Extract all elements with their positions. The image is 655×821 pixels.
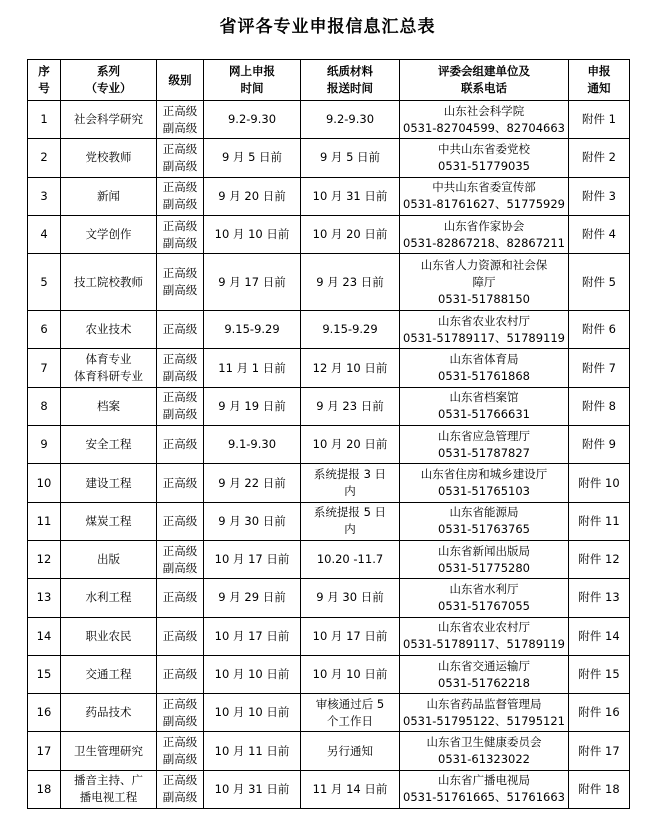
cell-paper-time: 10 月 20 日前	[301, 426, 400, 464]
cell-series: 新闻	[61, 177, 157, 215]
cell-online-time: 10 月 10 日前	[204, 655, 301, 693]
cell-online-time: 10 月 11 日前	[204, 732, 301, 770]
cell-level: 正高级 副高级	[157, 387, 204, 425]
cell-level: 正高级 副高级	[157, 770, 204, 808]
cell-level: 正高级	[157, 617, 204, 655]
cell-online-time: 9 月 30 日前	[204, 502, 301, 540]
header-paper-time: 纸质材料 报送时间	[301, 60, 400, 101]
cell-online-time: 10 月 31 日前	[204, 770, 301, 808]
cell-no: 8	[28, 387, 61, 425]
table-row	[28, 139, 630, 177]
cell-paper-time: 9.2-9.30	[301, 101, 400, 139]
cell-unit-contact: 山东省广播电视局 0531-51761665、51761663	[400, 770, 569, 808]
header-series: 系列 （专业）	[61, 60, 157, 101]
table-row	[28, 387, 630, 425]
cell-notice: 附件 7	[569, 349, 630, 387]
cell-series: 建设工程	[61, 464, 157, 502]
cell-no: 12	[28, 540, 61, 578]
cell-series: 卫生管理研究	[61, 732, 157, 770]
table-row	[28, 502, 630, 540]
cell-paper-time: 11 月 14 日前	[301, 770, 400, 808]
cell-level: 正高级 副高级	[157, 732, 204, 770]
cell-unit-contact: 中共山东省委党校 0531-51779035	[400, 139, 569, 177]
cell-notice: 附件 16	[569, 694, 630, 732]
cell-level: 正高级	[157, 426, 204, 464]
cell-online-time: 10 月 10 日前	[204, 215, 301, 253]
header-notice: 申报 通知	[569, 60, 630, 101]
cell-level: 正高级	[157, 655, 204, 693]
cell-paper-time: 10 月 31 日前	[301, 177, 400, 215]
cell-unit-contact: 山东省水利厅 0531-51767055	[400, 579, 569, 617]
cell-online-time: 9 月 22 日前	[204, 464, 301, 502]
table-row	[28, 732, 630, 770]
cell-online-time: 10 月 17 日前	[204, 617, 301, 655]
table-row	[28, 311, 630, 349]
header-no: 序 号	[28, 60, 61, 101]
cell-paper-time: 9.15-9.29	[301, 311, 400, 349]
cell-no: 4	[28, 215, 61, 253]
cell-no: 11	[28, 502, 61, 540]
header-online-time: 网上申报 时间	[204, 60, 301, 101]
cell-paper-time: 10 月 10 日前	[301, 655, 400, 693]
cell-level: 正高级 副高级	[157, 254, 204, 311]
table-header-row	[28, 60, 630, 101]
cell-online-time: 9 月 19 日前	[204, 387, 301, 425]
cell-no: 3	[28, 177, 61, 215]
cell-series: 安全工程	[61, 426, 157, 464]
cell-unit-contact: 山东省卫生健康委员会 0531-61323022	[400, 732, 569, 770]
cell-online-time: 9 月 20 日前	[204, 177, 301, 215]
cell-series: 煤炭工程	[61, 502, 157, 540]
cell-notice: 附件 12	[569, 540, 630, 578]
page-title: 省评各专业申报信息汇总表	[219, 17, 436, 37]
cell-unit-contact: 山东省能源局 0531-51763765	[400, 502, 569, 540]
cell-no: 6	[28, 311, 61, 349]
cell-series: 社会科学研究	[61, 101, 157, 139]
table-row	[28, 694, 630, 732]
cell-series: 交通工程	[61, 655, 157, 693]
table-row	[28, 770, 630, 808]
cell-series: 农业技术	[61, 311, 157, 349]
cell-notice: 附件 13	[569, 579, 630, 617]
cell-online-time: 9.2-9.30	[204, 101, 301, 139]
table-row	[28, 540, 630, 578]
cell-unit-contact: 山东省作家协会 0531-82867218、82867211	[400, 215, 569, 253]
cell-unit-contact: 山东省应急管理厅 0531-51787827	[400, 426, 569, 464]
table-row	[28, 617, 630, 655]
header-level: 级别	[157, 60, 204, 101]
cell-unit-contact: 山东省档案馆 0531-51766631	[400, 387, 569, 425]
cell-paper-time: 审核通过后 5 个工作日	[301, 694, 400, 732]
cell-unit-contact: 山东省农业农村厅 0531-51789117、51789119	[400, 617, 569, 655]
cell-paper-time: 另行通知	[301, 732, 400, 770]
cell-no: 16	[28, 694, 61, 732]
cell-unit-contact: 山东省人力资源和社会保 障厅 0531-51788150	[400, 254, 569, 311]
table-row	[28, 215, 630, 253]
cell-no: 1	[28, 101, 61, 139]
cell-unit-contact: 山东省住房和城乡建设厅 0531-51765103	[400, 464, 569, 502]
cell-series: 药品技术	[61, 694, 157, 732]
cell-notice: 附件 9	[569, 426, 630, 464]
cell-no: 10	[28, 464, 61, 502]
cell-online-time: 10 月 17 日前	[204, 540, 301, 578]
cell-level: 正高级	[157, 464, 204, 502]
table-row	[28, 254, 630, 311]
cell-series: 播音主持、广 播电视工程	[61, 770, 157, 808]
cell-no: 15	[28, 655, 61, 693]
cell-level: 正高级	[157, 579, 204, 617]
cell-unit-contact: 山东省交通运输厅 0531-51762218	[400, 655, 569, 693]
cell-notice: 附件 18	[569, 770, 630, 808]
cell-online-time: 9 月 5 日前	[204, 139, 301, 177]
cell-notice: 附件 15	[569, 655, 630, 693]
table-row	[28, 655, 630, 693]
table-row	[28, 177, 630, 215]
cell-paper-time: 9 月 30 日前	[301, 579, 400, 617]
cell-level: 正高级 副高级	[157, 139, 204, 177]
cell-paper-time: 10 月 17 日前	[301, 617, 400, 655]
cell-series: 党校教师	[61, 139, 157, 177]
cell-series: 档案	[61, 387, 157, 425]
cell-notice: 附件 5	[569, 254, 630, 311]
cell-level: 正高级	[157, 502, 204, 540]
cell-online-time: 11 月 1 日前	[204, 349, 301, 387]
cell-online-time: 9 月 29 日前	[204, 579, 301, 617]
cell-level: 正高级 副高级	[157, 177, 204, 215]
table-row	[28, 101, 630, 139]
cell-unit-contact: 山东省新闻出版局 0531-51775280	[400, 540, 569, 578]
cell-online-time: 9.1-9.30	[204, 426, 301, 464]
cell-online-time: 9 月 17 日前	[204, 254, 301, 311]
cell-series: 文学创作	[61, 215, 157, 253]
cell-level: 正高级 副高级	[157, 694, 204, 732]
cell-no: 17	[28, 732, 61, 770]
cell-series: 出版	[61, 540, 157, 578]
cell-notice: 附件 4	[569, 215, 630, 253]
table-row	[28, 349, 630, 387]
table-row	[28, 464, 630, 502]
cell-unit-contact: 山东省体育局 0531-51761868	[400, 349, 569, 387]
cell-notice: 附件 11	[569, 502, 630, 540]
cell-series: 技工院校教师	[61, 254, 157, 311]
cell-notice: 附件 6	[569, 311, 630, 349]
cell-no: 7	[28, 349, 61, 387]
cell-notice: 附件 14	[569, 617, 630, 655]
cell-paper-time: 12 月 10 日前	[301, 349, 400, 387]
summary-table	[27, 59, 630, 809]
cell-paper-time: 10.20 -11.7	[301, 540, 400, 578]
cell-level: 正高级	[157, 311, 204, 349]
cell-series: 水利工程	[61, 579, 157, 617]
cell-level: 正高级 副高级	[157, 101, 204, 139]
cell-no: 2	[28, 139, 61, 177]
cell-paper-time: 系统提报 3 日 内	[301, 464, 400, 502]
cell-unit-contact: 山东社会科学院 0531-82704599、82704663	[400, 101, 569, 139]
table-row	[28, 579, 630, 617]
cell-no: 14	[28, 617, 61, 655]
cell-series: 职业农民	[61, 617, 157, 655]
cell-online-time: 9.15-9.29	[204, 311, 301, 349]
cell-paper-time: 系统提报 5 日 内	[301, 502, 400, 540]
cell-notice: 附件 8	[569, 387, 630, 425]
table-row	[28, 426, 630, 464]
cell-notice: 附件 17	[569, 732, 630, 770]
cell-unit-contact: 山东省农业农村厅 0531-51789117、51789119	[400, 311, 569, 349]
cell-unit-contact: 山东省药品监督管理局 0531-51795122、51795121	[400, 694, 569, 732]
cell-paper-time: 9 月 23 日前	[301, 254, 400, 311]
cell-online-time: 10 月 10 日前	[204, 694, 301, 732]
cell-paper-time: 9 月 23 日前	[301, 387, 400, 425]
cell-level: 正高级 副高级	[157, 540, 204, 578]
cell-paper-time: 10 月 20 日前	[301, 215, 400, 253]
cell-series: 体育专业 体育科研专业	[61, 349, 157, 387]
cell-notice: 附件 2	[569, 139, 630, 177]
cell-no: 18	[28, 770, 61, 808]
cell-no: 5	[28, 254, 61, 311]
cell-level: 正高级 副高级	[157, 349, 204, 387]
header-unit-contact: 评委会组建单位及 联系电话	[400, 60, 569, 101]
cell-notice: 附件 1	[569, 101, 630, 139]
cell-paper-time: 9 月 5 日前	[301, 139, 400, 177]
cell-unit-contact: 中共山东省委宣传部 0531-81761627、51775929	[400, 177, 569, 215]
cell-no: 9	[28, 426, 61, 464]
cell-notice: 附件 10	[569, 464, 630, 502]
cell-level: 正高级 副高级	[157, 215, 204, 253]
cell-no: 13	[28, 579, 61, 617]
cell-notice: 附件 3	[569, 177, 630, 215]
